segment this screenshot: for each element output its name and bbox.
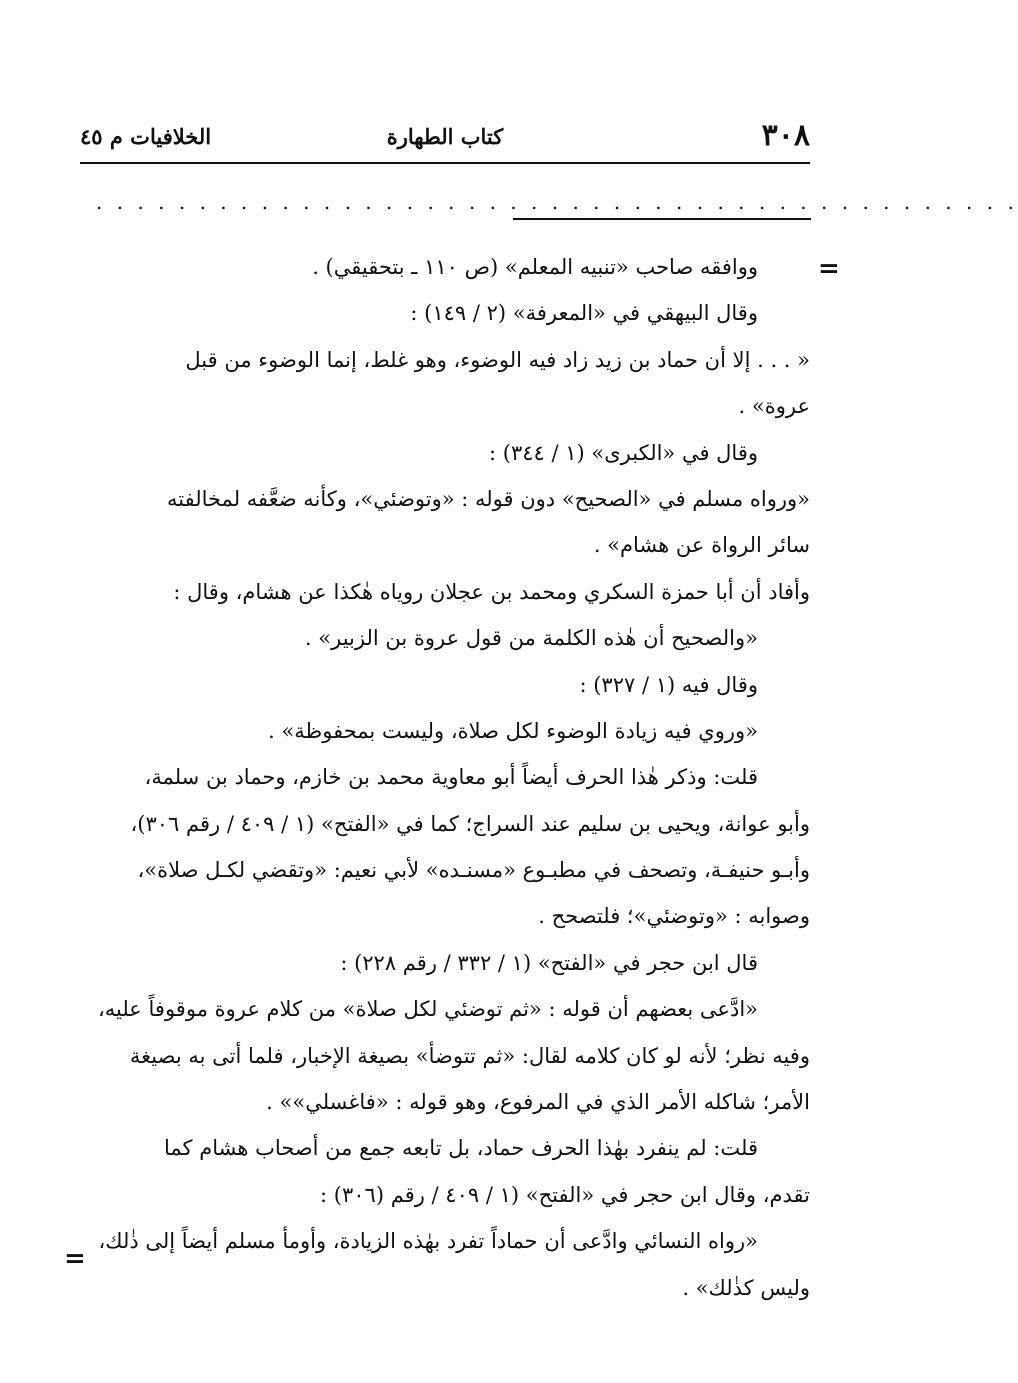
continuation-mark-top: = xyxy=(818,254,840,284)
text-line: «ورواه مسلم في «الصحيح» دون قوله : «وتوضئي»، وكأنه ضعَّفه لمخالفته xyxy=(166,486,810,511)
text-line: وأبو عوانة، ويحيى بن سليم عند السراج؛ كما في «الفتح» (١ / ٤٠٩ / رقم ٣٠٦)، xyxy=(130,811,810,836)
text-line: «ادَّعى بعضهم أن قوله : «ثم توضئي لكل صلاة» من كلام عروة موقوفاً عليه، xyxy=(97,997,758,1022)
text-line: وصوابه : «وتوضئي»؛ فلتصحح . xyxy=(538,904,810,929)
text-line: «وروي فيه زيادة الوضوء لكل صلاة، وليست بمحفوظة» . xyxy=(268,718,758,743)
text-line: قلت: لم ينفرد بهٰذا الحرف حماد، بل تابعه جمع من أصحاب هشام كما xyxy=(164,1136,758,1161)
footnote-rule xyxy=(513,218,811,220)
text-line: عروة» . xyxy=(738,394,810,419)
header-rule xyxy=(80,162,810,164)
text-line: وأبـو حنيفـة، وتصحف في مطبـوع «مسنـده» لأبي نعيم: «وتقضي لكـل صلاة»، xyxy=(137,858,810,883)
page-number: ٣٠٨ xyxy=(761,118,810,153)
page-header xyxy=(80,118,810,158)
text-line: قلت: وذكر هٰذا الحرف أيضاً أبو معاوية محمد بن خازم، وحماد بن سلمة، xyxy=(144,765,758,790)
text-line: قال ابن حجر في «الفتح» (١ / ٣٣٢ / رقم ٢٢٨) : xyxy=(340,950,758,975)
running-title: كتاب الطهارة xyxy=(386,124,504,149)
text-line: تقدم، وقال ابن حجر في «الفتح» (١ / ٤٠٩ / رقم (٣٠٦) : xyxy=(320,1182,810,1207)
text-line: الأمر؛ شاكله الأمر الذي في المرفوع، وهو قوله : «فاغسلي»» . xyxy=(266,1090,810,1115)
separator-dots: . . . . . . . . . . . . . . . . . . . . . . . . . . . . . . . . . . . . . . . . . . . . . xyxy=(96,190,1018,214)
text-line: ووافقه صاحب «تنبيه المعلم» (ص ١١٠ ـ بتحقيقي) . xyxy=(312,255,758,279)
continuation-mark-bottom: = xyxy=(64,1244,86,1274)
text-line: وقال في «الكبرى» (١ / ٣٤٤) : xyxy=(489,440,758,465)
text-line: وقال البيهقي في «المعرفة» (٢ / ١٤٩) : xyxy=(410,301,758,326)
body-text xyxy=(80,244,810,1311)
running-note: الخلافيات م ٤٥ xyxy=(80,124,212,149)
text-line: وليس كذٰلك» . xyxy=(682,1275,810,1300)
text-line: وقال فيه (١ / ٣٢٧) : xyxy=(579,672,758,697)
text-line: «والصحيح أن هٰذه الكلمة من قول عروة بن الزبير» . xyxy=(304,626,758,651)
text-line: « . . . إلا أن حماد بن زيد زاد فيه الوضوء، وهو غلط، إنما الوضوء من قبل xyxy=(185,347,810,372)
text-line: وأفاد أن أبا حمزة السكري ومحمد بن عجلان روياه هٰكذا عن هشام، وقال : xyxy=(173,579,810,604)
text-line: وفيه نظر؛ لأنه لو كان كلامه لقال: «ثم تتوضأ» بصيغة الإخبار، فلما أتى به بصيغة xyxy=(129,1043,810,1068)
text-line: «رواه النسائي وادَّعى أن حماداً تفرد بهٰذه الزيادة، وأومأ مسلم أيضاً إلى ذٰلك، xyxy=(98,1229,758,1254)
text-line: سائر الرواة عن هشام» . xyxy=(593,533,810,558)
